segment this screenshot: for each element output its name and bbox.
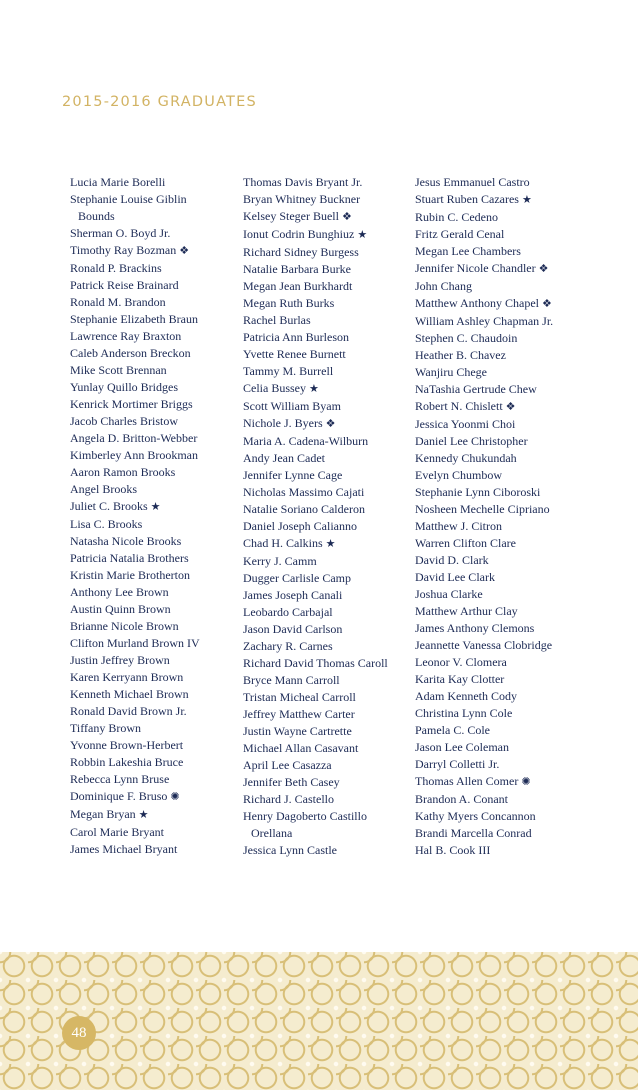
- graduate-name-continued: [243, 825, 423, 842]
- graduate-name-text: Megan Jean Burkhardt: [243, 279, 353, 293]
- graduate-name: [415, 364, 585, 381]
- graduate-name: [415, 260, 585, 278]
- graduate-name: [243, 312, 423, 329]
- graduate-name-text: James Anthony Clemons: [415, 621, 535, 635]
- graduate-name: [243, 261, 423, 278]
- graduate-name-text: James Michael Bryant: [70, 842, 178, 856]
- graduate-name-text: Richard J. Castello: [243, 792, 334, 806]
- burst-icon: ✺: [170, 791, 180, 803]
- graduate-name: [70, 618, 250, 635]
- graduate-name-text: Yvette Renee Burnett: [243, 347, 346, 361]
- graduate-name: [415, 637, 585, 654]
- graduate-name-text: Natasha Nicole Brooks: [70, 534, 182, 548]
- graduate-name: [70, 191, 250, 208]
- graduate-name: [243, 226, 423, 244]
- graduate-name: [415, 416, 585, 433]
- graduate-name: [70, 294, 250, 311]
- graduate-name: [415, 688, 585, 705]
- graduate-name: [243, 415, 423, 433]
- graduate-name-text: Evelyn Chumbow: [415, 468, 502, 482]
- graduate-name-text: Chad H. Calkins: [243, 536, 323, 550]
- graduate-name-text: Warren Clifton Clare: [415, 536, 516, 550]
- diamond-icon: ❖: [341, 211, 352, 223]
- graduate-name: [243, 570, 423, 587]
- star-icon: ★: [309, 383, 319, 395]
- graduate-name-text: Timothy Ray Bozman: [70, 243, 177, 257]
- graduate-name-text: Daniel Joseph Calianno: [243, 519, 357, 533]
- graduate-name-text: Kennedy Chukundah: [415, 451, 517, 465]
- graduate-name-text: Dominique F. Bruso: [70, 789, 168, 803]
- graduate-name: [415, 722, 585, 739]
- graduate-name-text: Austin Quinn Brown: [70, 602, 171, 616]
- graduate-name-text: Kerry J. Camm: [243, 554, 317, 568]
- graduate-name: [70, 824, 250, 841]
- graduate-name: [70, 447, 250, 464]
- graduate-name: [243, 433, 423, 450]
- graduate-name: [70, 464, 250, 481]
- graduate-name-text: James Joseph Canali: [243, 588, 343, 602]
- graduate-name-text: Brandon A. Conant: [415, 792, 508, 806]
- graduate-name: [70, 754, 250, 771]
- graduate-name: [243, 774, 423, 791]
- graduate-name: [415, 501, 585, 518]
- graduate-name-text: Joshua Clarke: [415, 587, 483, 601]
- graduate-name-text: Robbin Lakeshia Bruce: [70, 755, 184, 769]
- graduate-name: [70, 567, 250, 584]
- graduate-name-text: Sherman O. Boyd Jr.: [70, 226, 171, 240]
- diamond-icon: ❖: [541, 298, 552, 310]
- graduate-name-text: Yunlay Quillo Bridges: [70, 380, 178, 394]
- graduate-name-text: NaTashia Gertrude Chew: [415, 382, 537, 396]
- graduate-name: [70, 584, 250, 601]
- graduate-name-text: Megan Lee Chambers: [415, 244, 521, 258]
- graduate-name: [415, 535, 585, 552]
- graduate-name-text: Lawrence Ray Braxton: [70, 329, 182, 343]
- graduate-name-text: David D. Clark: [415, 553, 489, 567]
- graduate-name: [243, 244, 423, 261]
- graduate-name: [243, 535, 423, 553]
- graduate-name-text: Stephanie Elizabeth Braun: [70, 312, 198, 326]
- graduate-name-text: Rachel Burlas: [243, 313, 311, 327]
- graduate-name: [243, 295, 423, 312]
- graduate-name: [70, 396, 250, 413]
- graduate-name-text: Stephanie Louise Giblin: [70, 192, 187, 206]
- graduate-name-text: Jennifer Nicole Chandler: [415, 261, 536, 275]
- graduate-name: [243, 518, 423, 535]
- graduate-name-text: Kimberley Ann Brookman: [70, 448, 198, 462]
- graduate-name: [243, 329, 423, 346]
- graduate-name-text: Tristan Micheal Carroll: [243, 690, 356, 704]
- graduate-name-text: Karen Kerryann Brown: [70, 670, 184, 684]
- graduate-name: [415, 295, 585, 313]
- graduate-name: [243, 501, 423, 518]
- graduate-name-text: Dugger Carlisle Camp: [243, 571, 351, 585]
- graduate-name-text: Stephanie Lynn Ciboroski: [415, 485, 541, 499]
- graduate-name-text: Kenrick Mortimer Briggs: [70, 397, 193, 411]
- graduate-name-text: Fritz Gerald Cenal: [415, 227, 505, 241]
- graduate-name: [70, 516, 250, 533]
- star-icon: ★: [138, 809, 149, 821]
- graduate-name-text: Jason Lee Coleman: [415, 740, 509, 754]
- graduate-name: [243, 553, 423, 570]
- graduate-name: [70, 362, 250, 379]
- graduate-name: [243, 621, 423, 638]
- graduate-name: [243, 689, 423, 706]
- graduate-name-text: Adam Kenneth Cody: [415, 689, 517, 703]
- graduate-name: [415, 518, 585, 535]
- graduate-name-text: Thomas Davis Bryant Jr.: [243, 175, 363, 189]
- graduate-name-text: Natalie Barbara Burke: [243, 262, 351, 276]
- graduate-name-text: Kenneth Michael Brown: [70, 687, 189, 701]
- graduate-name: [415, 842, 585, 859]
- graduate-name: [415, 330, 585, 347]
- graduate-name-text: Natalie Soriano Calderon: [243, 502, 365, 516]
- graduate-name: [415, 620, 585, 637]
- graduate-name-text: Patricia Ann Burleson: [243, 330, 349, 344]
- graduate-name: [70, 635, 250, 652]
- graduate-name-text: Kristin Marie Brotherton: [70, 568, 190, 582]
- graduate-name: [243, 638, 423, 655]
- graduate-name: [415, 450, 585, 467]
- graduate-name-text: Patricia Natalia Brothers: [70, 551, 189, 565]
- diamond-icon: ❖: [538, 263, 549, 275]
- graduate-name: [243, 808, 423, 825]
- graduate-name: [243, 672, 423, 689]
- graduate-name-text: Clifton Murland Brown IV: [70, 636, 200, 650]
- graduate-name: [415, 313, 585, 330]
- graduate-name-text: Orellana: [251, 826, 293, 840]
- graduate-name: [243, 278, 423, 295]
- graduate-name-text: Nichole J. Byers: [243, 416, 323, 430]
- graduate-name: [415, 671, 585, 688]
- graduate-name-text: Ronald P. Brackins: [70, 261, 162, 275]
- graduate-name-text: Matthew Arthur Clay: [415, 604, 518, 618]
- graduate-name: [70, 260, 250, 277]
- graduate-name: [70, 841, 250, 858]
- graduate-name-text: Michael Allan Casavant: [243, 741, 359, 755]
- burst-icon: ✺: [521, 776, 531, 788]
- graduate-name: [415, 433, 585, 450]
- graduate-name-text: William Ashley Chapman Jr.: [415, 314, 554, 328]
- graduate-name: [243, 723, 423, 740]
- graduate-name-text: Brandi Marcella Conrad: [415, 826, 532, 840]
- graduate-name: [243, 484, 423, 501]
- graduate-name: [70, 669, 250, 686]
- graduate-name-text: Jason David Carlson: [243, 622, 343, 636]
- graduate-name: [70, 430, 250, 447]
- graduate-name-text: Christina Lynn Cole: [415, 706, 513, 720]
- graduate-name-text: Darryl Colletti Jr.: [415, 757, 500, 771]
- graduate-name: [415, 586, 585, 603]
- graduate-name: [70, 737, 250, 754]
- graduate-name-text: John Chang: [415, 279, 472, 293]
- graduate-name-text: Matthew J. Citron: [415, 519, 502, 533]
- graduate-name: [415, 654, 585, 671]
- graduate-name-text: Stephen C. Chaudoin: [415, 331, 518, 345]
- diamond-icon: ❖: [325, 418, 336, 430]
- graduate-name-text: Ronald M. Brandon: [70, 295, 166, 309]
- star-icon: ★: [521, 194, 532, 206]
- graduate-name: [415, 552, 585, 569]
- graduate-name: [70, 550, 250, 567]
- graduate-name: [243, 174, 423, 191]
- graduate-name-text: Hal B. Cook III: [415, 843, 491, 857]
- graduate-name-continued: [70, 208, 250, 225]
- graduate-name: [70, 703, 250, 720]
- graduate-name-text: Ionut Codrin Bunghiuz: [243, 227, 355, 241]
- graduate-name: [70, 771, 250, 788]
- graduate-name: [70, 311, 250, 328]
- graduate-name-text: Jacob Charles Bristow: [70, 414, 178, 428]
- graduate-name-text: Leonor V. Clomera: [415, 655, 507, 669]
- graduate-name-text: Carol Marie Bryant: [70, 825, 164, 839]
- graduate-name-text: Jesus Emmanuel Castro: [415, 175, 530, 189]
- diamond-icon: ❖: [505, 401, 516, 413]
- graduate-name-text: Patrick Reise Brainard: [70, 278, 179, 292]
- graduate-name: [415, 739, 585, 756]
- graduate-name-text: Zachary R. Carnes: [243, 639, 333, 653]
- graduate-name: [70, 498, 250, 516]
- graduate-name: [70, 225, 250, 242]
- graduate-name-text: Jeffrey Matthew Carter: [243, 707, 355, 721]
- graduate-name-text: Jennifer Beth Casey: [243, 775, 340, 789]
- graduate-name: [70, 806, 250, 824]
- graduate-name-text: Rebecca Lynn Bruse: [70, 772, 170, 786]
- graduate-name: [415, 603, 585, 620]
- graduate-name: [415, 705, 585, 722]
- graduate-name-text: Thomas Allen Comer: [415, 774, 519, 788]
- graduate-name-text: Bryan Whitney Buckner: [243, 192, 361, 206]
- graduate-name-text: Jeannette Vanessa Clobridge: [415, 638, 553, 652]
- graduate-name: [243, 706, 423, 723]
- graduate-name: [243, 604, 423, 621]
- diamond-icon: ❖: [179, 245, 190, 257]
- graduate-name-text: Maria A. Cadena-Wilburn: [243, 434, 369, 448]
- graduate-name-text: Nicholas Massimo Cajati: [243, 485, 365, 499]
- graduate-name: [243, 191, 423, 208]
- graduate-name-text: Mike Scott Brennan: [70, 363, 167, 377]
- graduate-name: [70, 242, 250, 260]
- graduate-name: [415, 381, 585, 398]
- graduate-name-text: Wanjiru Chege: [415, 365, 488, 379]
- graduate-name: [70, 720, 250, 737]
- graduate-name: [70, 379, 250, 396]
- graduate-name: [243, 467, 423, 484]
- graduate-name: [70, 533, 250, 550]
- graduate-name-text: Celia Bussey: [243, 381, 306, 395]
- graduate-name: [243, 655, 423, 672]
- graduate-name-text: Jessica Lynn Castle: [243, 843, 337, 857]
- graduate-name-text: Scott William Byam: [243, 399, 341, 413]
- graduate-name-text: Megan Bryan: [70, 807, 136, 821]
- graduate-name: [415, 569, 585, 586]
- graduate-name-text: Richard Sidney Burgess: [243, 245, 359, 259]
- graduate-name-text: Tammy M. Burrell: [243, 364, 334, 378]
- graduate-name-text: Lucia Marie Borelli: [70, 175, 166, 189]
- graduate-name-text: Lisa C. Brooks: [70, 517, 143, 531]
- graduate-name-text: Kelsey Steger Buell: [243, 209, 339, 223]
- graduate-name: [415, 347, 585, 364]
- graduate-name-text: David Lee Clark: [415, 570, 495, 584]
- graduate-name-text: Brianne Nicole Brown: [70, 619, 179, 633]
- graduate-name: [70, 277, 250, 294]
- graduate-name: [243, 791, 423, 808]
- graduate-name: [415, 226, 585, 243]
- graduate-name-text: Jessica Yoonmi Choi: [415, 417, 516, 431]
- graduate-name: [70, 601, 250, 618]
- graduate-name-text: Henry Dagoberto Castillo: [243, 809, 367, 823]
- graduate-name: [415, 808, 585, 825]
- star-icon: ★: [150, 501, 161, 513]
- graduate-name-text: Heather B. Chavez: [415, 348, 506, 362]
- graduate-name: [415, 278, 585, 295]
- graduate-name: [415, 773, 585, 791]
- graduate-name: [415, 467, 585, 484]
- graduate-name-text: Justin Jeffrey Brown: [70, 653, 170, 667]
- graduate-name-text: Nosheen Mechelle Cipriano: [415, 502, 550, 516]
- star-icon: ★: [357, 229, 368, 241]
- graduate-name-text: April Lee Casazza: [243, 758, 332, 772]
- graduate-name: [70, 413, 250, 430]
- section-heading: 2015-2016 GRADUATES: [62, 94, 257, 110]
- graduate-column-1: [70, 174, 250, 858]
- graduate-name-text: Megan Ruth Burks: [243, 296, 335, 310]
- graduate-name-text: Caleb Anderson Breckon: [70, 346, 191, 360]
- graduate-name: [243, 346, 423, 363]
- graduate-name-text: Richard David Thomas Caroll: [243, 656, 388, 670]
- graduate-name: [243, 740, 423, 757]
- graduate-name: [70, 686, 250, 703]
- graduate-name-text: Andy Jean Cadet: [243, 451, 325, 465]
- graduate-name-text: Yvonne Brown-Herbert: [70, 738, 184, 752]
- graduate-name-text: Kathy Myers Concannon: [415, 809, 536, 823]
- graduate-name-text: Angela D. Britton-Webber: [70, 431, 198, 445]
- graduate-name: [415, 191, 585, 209]
- graduate-column-3: [415, 174, 585, 859]
- graduate-name-text: Bryce Mann Carroll: [243, 673, 340, 687]
- graduate-name: [70, 652, 250, 669]
- graduate-name: [415, 825, 585, 842]
- graduate-name: [415, 398, 585, 416]
- decorative-footer-pattern: [0, 952, 638, 1090]
- graduate-name: [243, 587, 423, 604]
- star-icon: ★: [325, 538, 336, 550]
- graduate-name-text: Angel Brooks: [70, 482, 137, 496]
- graduate-name: [243, 208, 423, 226]
- graduate-name: [70, 481, 250, 498]
- graduate-name-text: Ronald David Brown Jr.: [70, 704, 187, 718]
- graduate-name-text: Karita Kay Clotter: [415, 672, 505, 686]
- graduate-name-text: Tiffany Brown: [70, 721, 142, 735]
- graduate-name-text: Daniel Lee Christopher: [415, 434, 528, 448]
- graduate-column-2: [243, 174, 423, 859]
- graduate-name: [415, 756, 585, 773]
- graduate-name-text: Anthony Lee Brown: [70, 585, 169, 599]
- graduate-name: [70, 174, 250, 191]
- graduate-name: [243, 842, 423, 859]
- graduate-name-text: Robert N. Chislett: [415, 399, 503, 413]
- graduate-name: [243, 380, 423, 398]
- graduate-name-text: Pamela C. Cole: [415, 723, 490, 737]
- graduate-name: [415, 209, 585, 226]
- graduate-name-text: Aaron Ramon Brooks: [70, 465, 176, 479]
- graduate-name: [415, 791, 585, 808]
- graduate-name: [415, 484, 585, 501]
- graduate-name-text: Matthew Anthony Chapel: [415, 296, 539, 310]
- graduate-name: [70, 345, 250, 362]
- graduate-name: [243, 757, 423, 774]
- graduate-name: [243, 363, 423, 380]
- graduate-name-text: Juliet C. Brooks: [70, 499, 148, 513]
- graduate-name: [70, 788, 250, 806]
- graduate-name: [415, 174, 585, 191]
- graduate-name-text: Leobardo Carbajal: [243, 605, 333, 619]
- page-number-badge: 48: [62, 1016, 96, 1050]
- graduate-name-text: Bounds: [78, 209, 115, 223]
- graduate-name: [415, 243, 585, 260]
- graduate-name-text: Jennifer Lynne Cage: [243, 468, 343, 482]
- graduate-name-text: Rubin C. Cedeno: [415, 210, 498, 224]
- graduate-name-text: Stuart Ruben Cazares: [415, 192, 519, 206]
- graduate-name: [243, 450, 423, 467]
- graduate-name: [70, 328, 250, 345]
- graduate-name-text: Justin Wayne Cartrette: [243, 724, 352, 738]
- graduate-name: [243, 398, 423, 415]
